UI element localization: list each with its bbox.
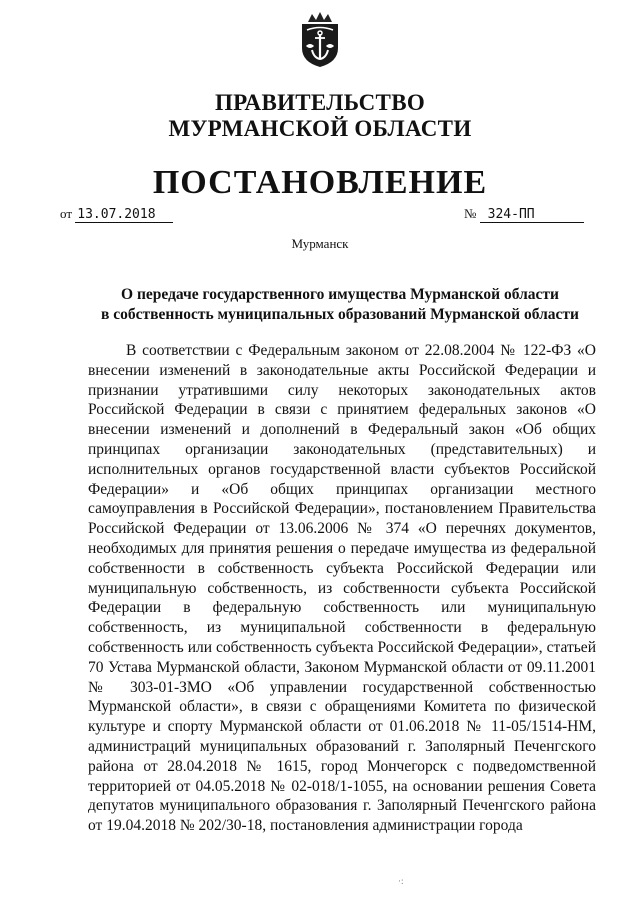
- coat-of-arms-icon: [298, 12, 342, 68]
- city-name: Мурманск: [291, 236, 349, 251]
- document-title-line2: в собственность муниципальных образований Мурманской области: [101, 306, 579, 323]
- number-value: 324-ПП: [480, 208, 584, 223]
- scan-speck: ·:: [398, 876, 404, 886]
- date-prefix: от: [60, 206, 73, 221]
- document-type: ПОСТАНОВЛЕНИЕ: [152, 164, 488, 201]
- organization-name-line1: ПРАВИТЕЛЬСТВО: [214, 90, 426, 115]
- organization-name-line2: МУРМАНСКОЙ ОБЛАСТИ: [168, 116, 472, 141]
- body-paragraph: В соответствии с Федеральным законом от 22.08.2004 № 122-ФЗ «О внесении изменений в законодательные акты Российской Федерации и признании утратившими силу некоторых законодательных актов Российской Федерации в связи с принятием федеральных законов «О внесении изменений и дополнений в Федеральный закон «Об общих принципах организации законодательных (представительных) и исполнительных органов государственной власти субъектов Российской Федерации» и «Об общих принципах организации местного самоуправления в Российской Федерации», постановлением Правительства Российской Федерации от 13.06.2006 № 374 «О перечнях документов, необходимых для принятия решения о передаче имущества из федеральной собственности в собственность субъекта Российской Федерации или муниципальную собственность, из собственности субъекта Российской Федерации в федеральную собственность или муниципальную собственность, из муниципальной собственности в федеральную собственность или собственность субъекта Российской Федерации», статьей 70 Устава Мурманской области, Законом Мурманской области от 09.11.2001 № 303-01-ЗМО «Об управлении государственной собственностью Мурманской области», в связи с обращениями Комитета по физической культуре и спорту Мурманской области от 01.06.2018 № 11-05/1514-НМ, администраций муниципальных образований г. Заполярный Печенгского района от 28.04.2018 № 1615, город Мончегорск с подведомственной территорией от 04.05.2018 № 02-018/1-1055, на основании решения Совета депутатов муниципального образования г. Заполярный Печенгского района от 19.04.2018 № 202/30-18, постановления администрации города: [88, 342, 596, 835]
- number-prefix: №: [464, 206, 477, 221]
- document-number: [464, 206, 584, 223]
- date-value: 13.07.2018: [75, 208, 173, 223]
- document-title-line1: О передаче государственного имущества Мурманской области: [121, 286, 559, 303]
- document-date: [60, 206, 173, 223]
